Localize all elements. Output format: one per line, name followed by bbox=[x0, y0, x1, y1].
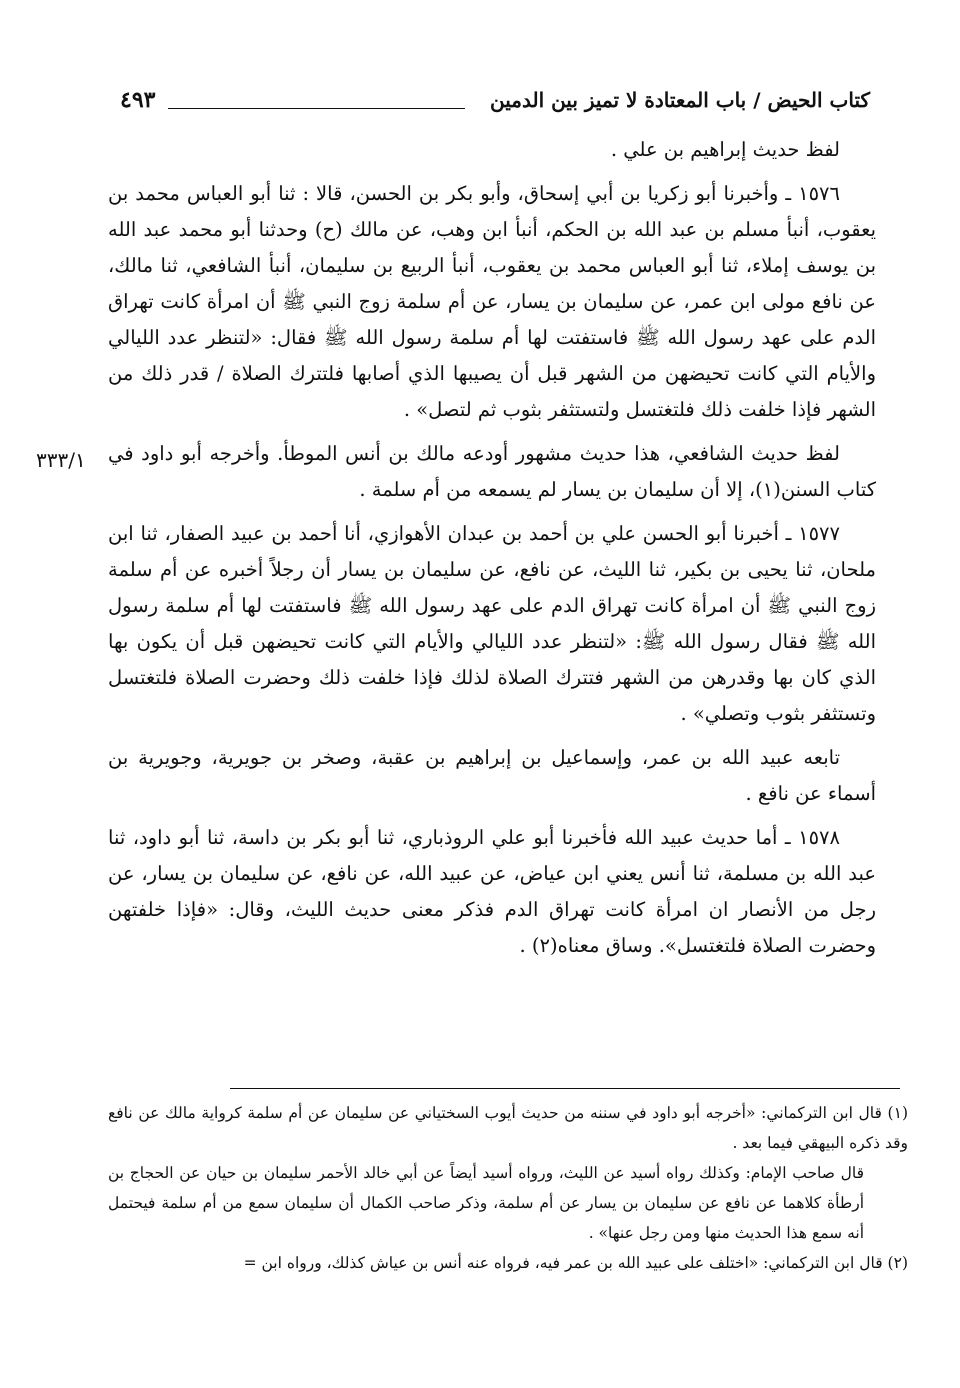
hadith-1576: ١٥٧٦ ـ وأخبرنا أبو زكريا بن أبي إسحاق، وأبو بكر بن الحسن، قالا : ثنا أبو العباس محمد بن يعقوب، أنبأ مسلم بن عبد الله بن الحكم، أنبأ ابن وهب، عن مالك (ح) وحدثنا أبو محمد عبد الله بن يوسف إملاء، ثنا أبو العباس محمد بن يعقوب، أنبأ الربيع بن سليمان، أنبأ الشافعي، ثنا مالك، عن نافع مولى ابن عمر، عن سليمان بن يسار، عن أم سلمة زوج النبي ﷺ أن امرأة كانت تهراق الدم على عهد رسول الله ﷺ فاستفتت لها أم سلمة رسول الله ﷺ فقال: «لتنظر عدد الليالي والأيام التي كانت تحيضهن من الشهر قبل أن يصيبها الذي أصابها فلتترك الصلاة / قدر ذلك من الشهر فإذا خلفت ذلك فلتغتسل ولتستثفر بثوب ثم لتصل» . bbox=[108, 182, 876, 421]
header-title: كتاب الحيض / باب المعتادة لا تميز بين الدمين bbox=[490, 88, 870, 112]
footnote-separator bbox=[230, 1088, 900, 1089]
footnotes bbox=[108, 1098, 908, 1278]
footnote-1: (١) قال ابن التركماني: «أخرجه أبو داود في سننه من حديث أيوب السختياني عن سليمان عن أم سلمة كرواية مالك عن نافع وقد ذكره البيهقي فيما بعد . bbox=[108, 1104, 908, 1152]
header-rule bbox=[168, 108, 465, 109]
main-text bbox=[108, 132, 876, 972]
paragraph: لفظ حديث إبراهيم بن علي . bbox=[610, 138, 840, 161]
running-header bbox=[120, 80, 870, 120]
hadith-1578: ١٥٧٨ ـ أما حديث عبيد الله فأخبرنا أبو علي الروذباري، ثنا أبو بكر بن داسة، ثنا أبو داود، ثنا عبد الله بن مسلمة، ثنا أنس يعني ابن عياض، عن عبيد الله، عن نافع، عن سليمان بن يسار، عن رجل من الأنصار ان امرأة كانت تهراق الدم فذكر معنى حديث الليث، وقال: «فإذا خلفتهن وحضرت الصلاة فلتغتسل». وساق معناه(٢) . bbox=[108, 826, 876, 957]
hadith-1577: ١٥٧٧ ـ أخبرنا أبو الحسن علي بن أحمد بن عبدان الأهوازي، أنا أحمد بن عبيد الصفار، ثنا ابن ملحان، ثنا يحيى بن بكير، ثنا الليث، عن نافع، عن سليمان بن يسار أن رجلاً أخبره عن أم سلمة زوج النبي ﷺ أن امرأة كانت تهراق الدم على عهد رسول الله ﷺ فاستفتت لها أم سلمة رسول الله ﷺ فقال رسول الله ﷺ: «لتنظر عدد الليالي والأيام التي كانت تحيضهن قبل أن يكون بها الذي كان بها وقدرهن من الشهر فتترك الصلاة لذلك فإذا خلفت ذلك وحضرت الصلاة فلتغتسل وتستثفر بثوب وتصلي» . bbox=[108, 522, 876, 725]
paragraph: لفظ حديث الشافعي، هذا حديث مشهور أودعه مالك بن أنس الموطأ. وأخرجه أبو داود في كتاب السنن(١)، إلا أن سليمان بن يسار لم يسمعه من أم سلمة . bbox=[108, 442, 876, 501]
footnote-1-continued: قال صاحب الإمام: وكذلك رواه أسيد عن الليث، ورواه أسيد أيضاً عن أبي خالد الأحمر سليمان بن حيان عن الحجاج بن أرطأة كلاهما عن نافع عن سليمان بن يسار عن أم سلمة، وذكر صاحب الكمال أن سليمان سمع من أم سلمة فيحتمل أنه سمع هذا الحديث منها ومن رجل عنها» . bbox=[108, 1164, 864, 1242]
margin-reference: ٣٣٣/١ bbox=[36, 448, 86, 472]
paragraph: تابعه عبيد الله بن عمر، وإسماعيل بن إبراهيم بن عقبة، وصخر بن جويرية، وجويرية بن أسماء عن نافع . bbox=[108, 746, 876, 805]
footnote-2: (٢) قال ابن التركماني: «اختلف على عبيد الله بن عمر فيه، فرواه عنه أنس بن عياش كذلك، ورواه ابن = bbox=[243, 1254, 908, 1272]
page-number: ٤٩٣ bbox=[120, 87, 156, 113]
